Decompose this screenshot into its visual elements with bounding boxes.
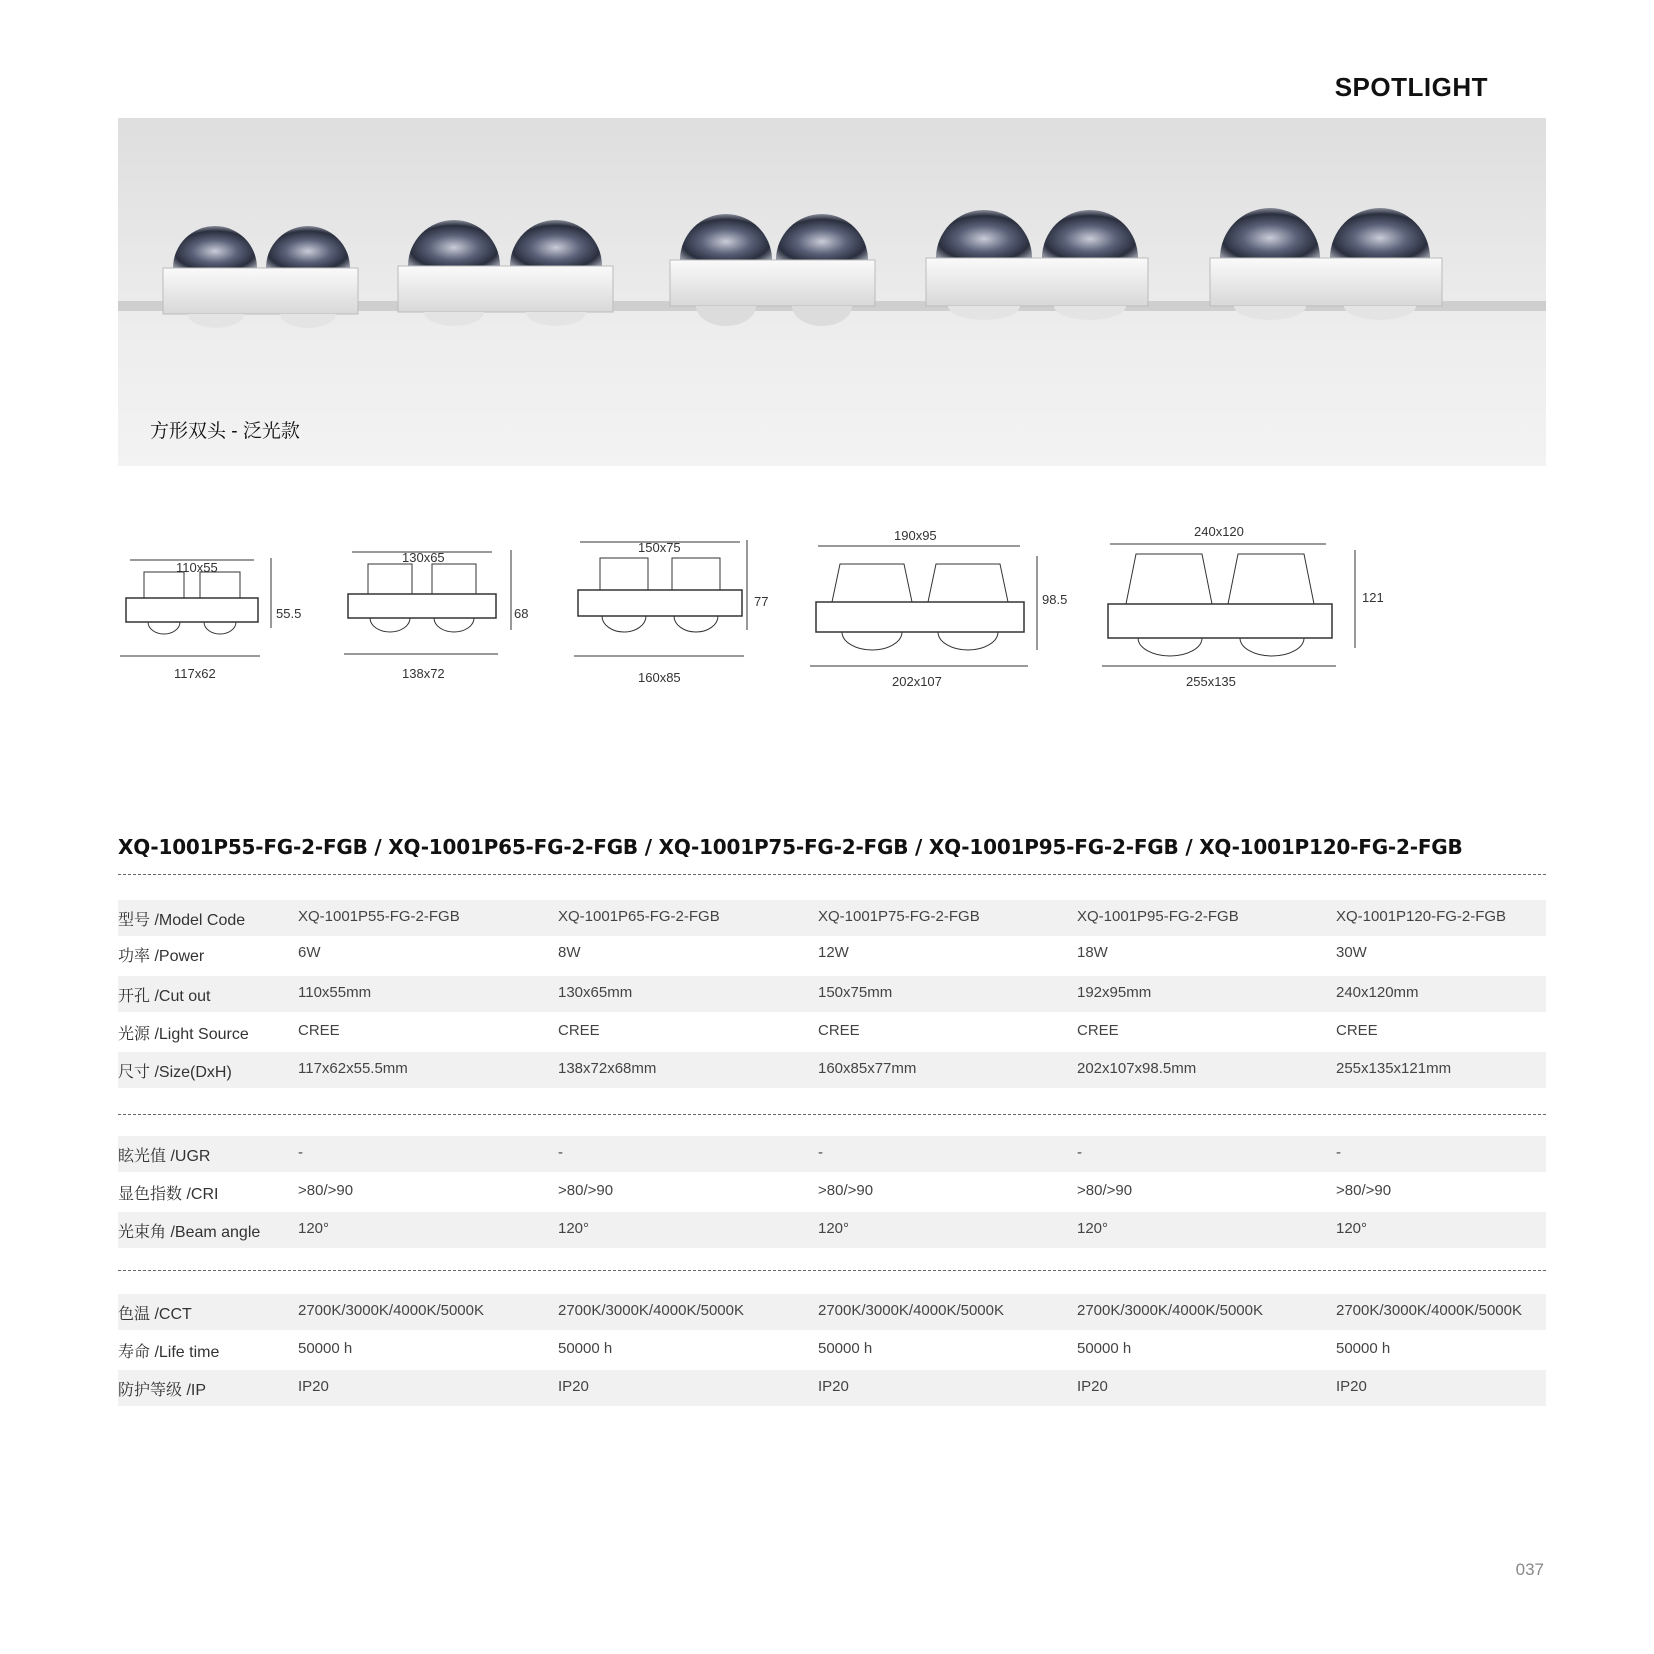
fixture-4: [926, 210, 1148, 320]
spec-value: 50000 h: [1077, 1340, 1132, 1357]
spec-value: 120°: [818, 1220, 850, 1237]
spec-label: 眩光值 /UGR: [118, 1148, 211, 1165]
spec-value: 120°: [558, 1220, 590, 1237]
spec-row-ugr: [118, 1136, 1546, 1172]
height-dim-4: 98.5: [1042, 592, 1068, 607]
spec-value: -: [818, 1144, 823, 1161]
spec-value: >80/>90: [298, 1182, 354, 1199]
divider: [118, 1270, 1546, 1271]
size-dim-3: 160x85: [638, 670, 681, 685]
spec-value: >80/>90: [1077, 1182, 1133, 1199]
spec-value: 150x75mm: [818, 984, 893, 1001]
spec-value: 8W: [558, 944, 581, 961]
spec-label: 防护等级 /IP: [118, 1382, 207, 1399]
spec-label: 型号 /Model Code: [118, 912, 246, 929]
spec-row-life-time: [118, 1332, 1546, 1368]
spec-value: 255x135x121mm: [1336, 1060, 1452, 1077]
spec-label: 光束角 /Beam angle: [118, 1224, 261, 1241]
dimension-drawings: [0, 518, 1654, 688]
cutout-dim-5: 240x120: [1194, 524, 1244, 539]
spec-value: 30W: [1336, 944, 1367, 961]
spec-value: 6W: [298, 944, 321, 961]
spec-value: 18W: [1077, 944, 1108, 961]
spec-value: XQ-1001P120-FG-2-FGB: [1336, 908, 1507, 925]
height-dim-1: 55.5: [276, 606, 302, 621]
spec-value: >80/>90: [818, 1182, 874, 1199]
spec-label: 光源 /Light Source: [118, 1026, 249, 1043]
height-line-1: [268, 558, 274, 628]
spec-row-power: [118, 936, 1546, 972]
height-line-5: [1352, 550, 1358, 648]
product-series-caption: 方形双头 - 泛光款: [150, 421, 300, 442]
spec-label: 开孔 /Cut out: [118, 988, 211, 1005]
spec-value: IP20: [298, 1378, 329, 1395]
height-dim-5: 121: [1362, 590, 1384, 605]
spec-value: 192x95mm: [1077, 984, 1152, 1001]
spec-value: CREE: [1336, 1022, 1378, 1039]
height-line-4: [1034, 556, 1040, 650]
spec-value: 50000 h: [818, 1340, 873, 1357]
spec-value: IP20: [818, 1378, 849, 1395]
dimension-drawing-5: [1100, 542, 1340, 670]
spec-value: >80/>90: [558, 1182, 614, 1199]
height-dim-2: 68: [514, 606, 529, 621]
spec-label: 色温 /CCT: [118, 1306, 192, 1323]
spec-value: 110x55mm: [298, 984, 372, 1001]
spec-value: 120°: [1336, 1220, 1368, 1237]
fixture-1: [163, 226, 358, 328]
spec-value: 2700K/3000K/4000K/5000K: [298, 1302, 484, 1319]
spec-value: XQ-1001P75-FG-2-FGB: [818, 908, 980, 925]
spec-value: 160x85x77mm: [818, 1060, 917, 1077]
dimension-drawing-3: [572, 540, 752, 660]
dimension-drawing-4: [808, 544, 1034, 670]
spec-value: 138x72x68mm: [558, 1060, 657, 1077]
spec-value: CREE: [1077, 1022, 1119, 1039]
spec-value: CREE: [298, 1022, 340, 1039]
spec-value: >80/>90: [1336, 1182, 1392, 1199]
spec-value: 120°: [1077, 1220, 1109, 1237]
height-line-3: [744, 540, 750, 630]
spec-value: CREE: [558, 1022, 600, 1039]
spec-value: 2700K/3000K/4000K/5000K: [1077, 1302, 1263, 1319]
spec-value: XQ-1001P95-FG-2-FGB: [1077, 908, 1239, 925]
spec-row-size: [118, 1052, 1546, 1088]
spec-value: -: [1336, 1144, 1341, 1161]
spec-value: 2700K/3000K/4000K/5000K: [1336, 1302, 1522, 1319]
size-dim-5: 255x135: [1186, 674, 1236, 689]
cutout-dim-4: 190x95: [894, 528, 937, 543]
divider: [118, 1114, 1546, 1115]
spec-value: -: [1077, 1144, 1082, 1161]
spec-value: XQ-1001P55-FG-2-FGB: [298, 908, 460, 925]
spec-value: 50000 h: [298, 1340, 353, 1357]
model-codes-heading: XQ-1001P55-FG-2-FGB / XQ-1001P65-FG-2-FGB / XQ-1001P75-FG-2-FGB / XQ-1001P95-FG-2-FGB / XQ-1001P120-FG-2-FGB: [118, 835, 1463, 859]
spec-value: 2700K/3000K/4000K/5000K: [818, 1302, 1004, 1319]
spec-label: 显色指数 /CRI: [118, 1186, 219, 1203]
spec-value: IP20: [558, 1378, 589, 1395]
spec-value: XQ-1001P65-FG-2-FGB: [558, 908, 720, 925]
spec-label: 功率 /Power: [118, 948, 205, 965]
dimension-drawing-2: [342, 550, 502, 660]
spec-value: 12W: [818, 944, 849, 961]
spec-value: 50000 h: [1336, 1340, 1391, 1357]
size-dim-1: 117x62: [174, 666, 216, 681]
spec-row-cri: [118, 1174, 1546, 1210]
spec-label: 寿命 /Life time: [118, 1344, 220, 1361]
spec-value: 120°: [298, 1220, 330, 1237]
spotlight-product-photo: [118, 118, 1546, 466]
divider: [118, 874, 1546, 875]
spec-label: 尺寸 /Size(DxH): [118, 1064, 232, 1081]
spec-row-cut-out: [118, 976, 1546, 1012]
spec-value: 117x62x55.5mm: [298, 1060, 408, 1077]
spec-value: 240x120mm: [1336, 984, 1419, 1001]
spec-row-cct: [118, 1294, 1546, 1330]
page-section-title: SPOTLIGHT: [1334, 72, 1488, 102]
fixture-5: [1210, 208, 1442, 320]
cutout-dim-2: 130x65: [402, 550, 445, 565]
spec-row-ip: [118, 1370, 1546, 1406]
spec-row-light-source: [118, 1014, 1546, 1050]
product-photo-banner: [118, 118, 1546, 466]
size-dim-2: 138x72: [402, 666, 445, 681]
fixture-2: [398, 220, 613, 326]
spec-row-model-code: [118, 900, 1546, 936]
spec-value: -: [558, 1144, 563, 1161]
spec-value: 2700K/3000K/4000K/5000K: [558, 1302, 744, 1319]
size-dim-4: 202x107: [892, 674, 942, 689]
spec-value: 50000 h: [558, 1340, 613, 1357]
height-dim-3: 77: [754, 594, 769, 609]
spec-value: CREE: [818, 1022, 860, 1039]
spec-value: 130x65mm: [558, 984, 633, 1001]
cutout-dim-3: 150x75: [638, 540, 681, 555]
spec-value: IP20: [1077, 1378, 1108, 1395]
spec-value: IP20: [1336, 1378, 1367, 1395]
page-number: 037: [1515, 1560, 1544, 1579]
spec-value: -: [298, 1144, 303, 1161]
spec-row-beam-angle: [118, 1212, 1546, 1248]
cutout-dim-1: 110x55: [176, 560, 218, 575]
spec-value: 202x107x98.5mm: [1077, 1060, 1197, 1077]
